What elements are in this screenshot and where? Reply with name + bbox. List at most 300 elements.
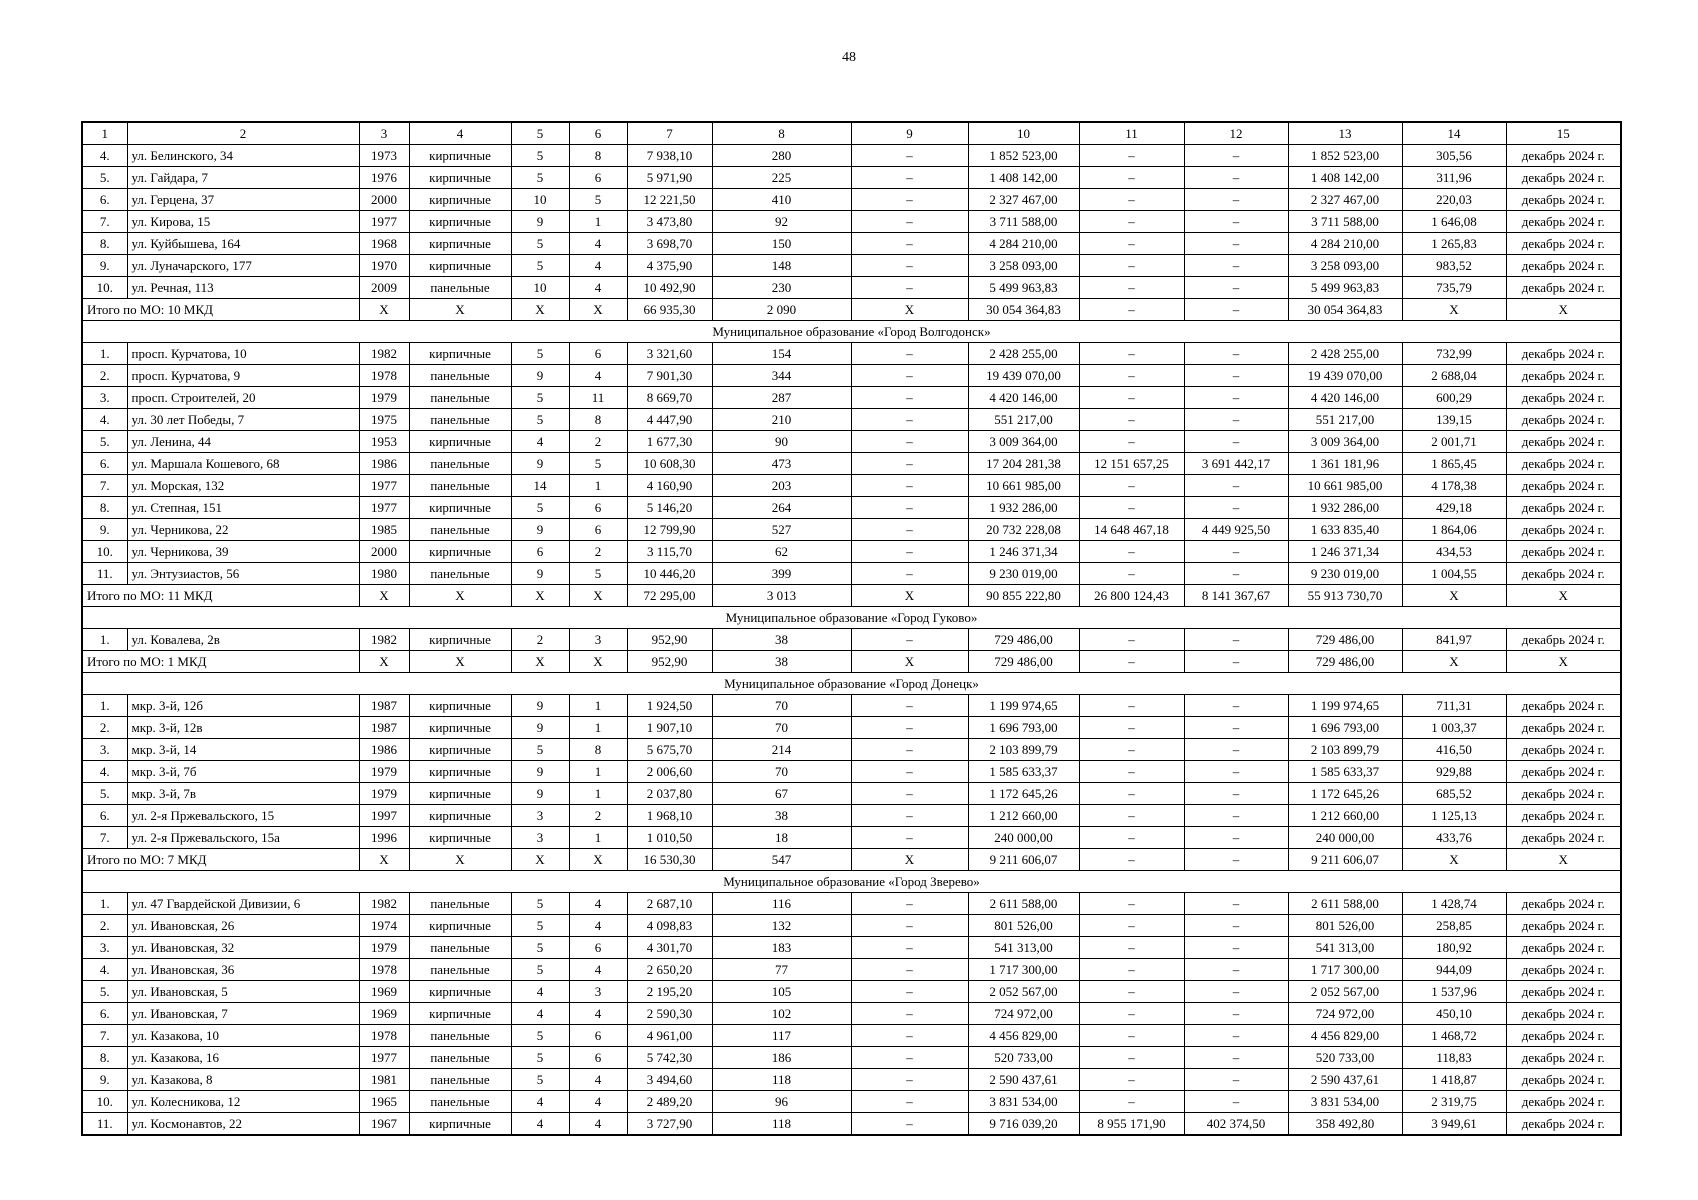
table-cell: 10 608,30: [627, 453, 712, 475]
table-cell: 2: [569, 805, 627, 827]
table-cell: 2009: [359, 277, 409, 299]
table-cell: 9: [511, 717, 569, 739]
total-cell: Х: [1506, 585, 1621, 607]
table-cell: –: [1184, 739, 1288, 761]
table-row: [82, 827, 1621, 849]
table-cell: кирпичные: [409, 827, 511, 849]
table-cell: –: [1079, 145, 1184, 167]
table-cell: 5: [569, 189, 627, 211]
table-row: [82, 475, 1621, 497]
table-cell: 4: [569, 365, 627, 387]
table-cell: 240 000,00: [1288, 827, 1402, 849]
table-cell: 77: [712, 959, 851, 981]
table-cell: 10 446,20: [627, 563, 712, 585]
table-cell: кирпичные: [409, 629, 511, 651]
table-cell: 4 284 210,00: [968, 233, 1079, 255]
total-cell: 16 530,30: [627, 849, 712, 871]
address-cell: ул. Колесникова, 12: [127, 1091, 359, 1113]
table-cell: 311,96: [1402, 167, 1506, 189]
table-cell: 433,76: [1402, 827, 1506, 849]
table-cell: 4 456 829,00: [968, 1025, 1079, 1047]
table-row: [82, 453, 1621, 475]
table-cell: 4: [569, 1069, 627, 1091]
table-cell: кирпичные: [409, 255, 511, 277]
table-cell: кирпичные: [409, 695, 511, 717]
table-cell: 70: [712, 717, 851, 739]
table-cell: 6: [569, 343, 627, 365]
table-cell: –: [1184, 695, 1288, 717]
table-cell: 5: [511, 387, 569, 409]
table-cell: декабрь 2024 г.: [1506, 915, 1621, 937]
table-cell: кирпичные: [409, 541, 511, 563]
table-cell: панельные: [409, 893, 511, 915]
table-cell: –: [1184, 981, 1288, 1003]
table-cell: –: [1184, 1025, 1288, 1047]
table-row: [82, 717, 1621, 739]
table-cell: –: [1184, 167, 1288, 189]
table-cell: декабрь 2024 г.: [1506, 365, 1621, 387]
table-cell: декабрь 2024 г.: [1506, 255, 1621, 277]
table-cell: 5 742,30: [627, 1047, 712, 1069]
table-cell: –: [1184, 387, 1288, 409]
table-cell: –: [1079, 409, 1184, 431]
row-number-cell: 6.: [82, 453, 127, 475]
table-cell: –: [1184, 959, 1288, 981]
row-number-cell: 4.: [82, 409, 127, 431]
table-cell: –: [1079, 915, 1184, 937]
table-row: [82, 431, 1621, 453]
table-cell: 1977: [359, 1047, 409, 1069]
table-cell: 4 456 829,00: [1288, 1025, 1402, 1047]
table-cell: 1 907,10: [627, 717, 712, 739]
total-cell: –: [1184, 849, 1288, 871]
row-number-cell: 4.: [82, 959, 127, 981]
table-cell: декабрь 2024 г.: [1506, 453, 1621, 475]
table-cell: 434,53: [1402, 541, 1506, 563]
table-cell: 1977: [359, 475, 409, 497]
table-cell: декабрь 2024 г.: [1506, 145, 1621, 167]
table-cell: декабрь 2024 г.: [1506, 805, 1621, 827]
table-cell: –: [851, 563, 968, 585]
address-cell: просп. Курчатова, 9: [127, 365, 359, 387]
table-cell: 11: [569, 387, 627, 409]
table-cell: 148: [712, 255, 851, 277]
table-cell: –: [1079, 805, 1184, 827]
table-cell: –: [1079, 563, 1184, 585]
table-row: [82, 805, 1621, 827]
table-cell: –: [851, 937, 968, 959]
total-cell: 55 913 730,70: [1288, 585, 1402, 607]
address-cell: ул. Луначарского, 177: [127, 255, 359, 277]
table-cell: 5: [511, 1025, 569, 1047]
table-cell: 4: [569, 893, 627, 915]
table-cell: 1981: [359, 1069, 409, 1091]
column-header: 2: [127, 122, 359, 145]
total-cell: 729 486,00: [1288, 651, 1402, 673]
table-cell: кирпичные: [409, 189, 511, 211]
table-cell: 258,85: [1402, 915, 1506, 937]
table-cell: 8 955 171,90: [1079, 1113, 1184, 1136]
table-cell: 4 961,00: [627, 1025, 712, 1047]
total-cell: 9 211 606,07: [968, 849, 1079, 871]
table-cell: 2 428 255,00: [968, 343, 1079, 365]
column-header: 14: [1402, 122, 1506, 145]
table-cell: –: [1079, 1025, 1184, 1047]
table-cell: –: [1079, 277, 1184, 299]
table-cell: 841,97: [1402, 629, 1506, 651]
table-cell: 14: [511, 475, 569, 497]
table-cell: 1 408 142,00: [968, 167, 1079, 189]
table-cell: –: [851, 1069, 968, 1091]
table-cell: –: [1079, 387, 1184, 409]
table-row: [82, 739, 1621, 761]
table-cell: 3 258 093,00: [968, 255, 1079, 277]
table-cell: декабрь 2024 г.: [1506, 629, 1621, 651]
table-cell: декабрь 2024 г.: [1506, 431, 1621, 453]
table-cell: 1980: [359, 563, 409, 585]
row-number-cell: 11.: [82, 563, 127, 585]
table-cell: 4 178,38: [1402, 475, 1506, 497]
table-cell: 5: [511, 915, 569, 937]
table-cell: –: [1184, 563, 1288, 585]
total-label: Итого по МО: 10 МКД: [82, 299, 359, 321]
table-cell: 220,03: [1402, 189, 1506, 211]
table-cell: декабрь 2024 г.: [1506, 387, 1621, 409]
table-cell: –: [1079, 761, 1184, 783]
total-cell: –: [1079, 849, 1184, 871]
table-cell: 4: [569, 277, 627, 299]
table-cell: 1 852 523,00: [1288, 145, 1402, 167]
total-cell: Х: [1402, 585, 1506, 607]
table-cell: 1975: [359, 409, 409, 431]
table-cell: декабрь 2024 г.: [1506, 695, 1621, 717]
table-cell: 2 688,04: [1402, 365, 1506, 387]
total-cell: Х: [1506, 651, 1621, 673]
row-number-cell: 9.: [82, 1069, 127, 1091]
table-cell: 3 115,70: [627, 541, 712, 563]
row-number-cell: 7.: [82, 211, 127, 233]
table-cell: 5: [569, 453, 627, 475]
table-cell: 1 246 371,34: [968, 541, 1079, 563]
column-header: 5: [511, 122, 569, 145]
table-cell: 520 733,00: [1288, 1047, 1402, 1069]
table-cell: панельные: [409, 937, 511, 959]
table-cell: панельные: [409, 563, 511, 585]
table-cell: 3 473,80: [627, 211, 712, 233]
table-cell: 1 199 974,65: [1288, 695, 1402, 717]
table-cell: –: [1184, 783, 1288, 805]
address-cell: ул. 2-я Пржевальского, 15: [127, 805, 359, 827]
table-cell: 4 301,70: [627, 937, 712, 959]
table-cell: 1 932 286,00: [968, 497, 1079, 519]
table-row: [82, 167, 1621, 189]
table-cell: 801 526,00: [968, 915, 1079, 937]
table-cell: декабрь 2024 г.: [1506, 409, 1621, 431]
table-cell: –: [1184, 497, 1288, 519]
table-cell: 1969: [359, 1003, 409, 1025]
table-cell: декабрь 2024 г.: [1506, 277, 1621, 299]
table-cell: 724 972,00: [1288, 1003, 1402, 1025]
table-cell: 4 098,83: [627, 915, 712, 937]
address-cell: ул. Казакова, 8: [127, 1069, 359, 1091]
table-row: [82, 1025, 1621, 1047]
table-row: [82, 233, 1621, 255]
table-cell: 944,09: [1402, 959, 1506, 981]
table-cell: 9: [511, 453, 569, 475]
table-cell: 118: [712, 1113, 851, 1136]
table-cell: 2000: [359, 189, 409, 211]
table-cell: –: [851, 343, 968, 365]
table-cell: 1953: [359, 431, 409, 453]
table-cell: 9: [511, 761, 569, 783]
table-cell: декабрь 2024 г.: [1506, 475, 1621, 497]
table-cell: 5: [511, 739, 569, 761]
table-cell: 4 160,90: [627, 475, 712, 497]
table-cell: 154: [712, 343, 851, 365]
address-cell: мкр. 3-й, 12б: [127, 695, 359, 717]
row-number-cell: 1.: [82, 343, 127, 365]
total-cell: 26 800 124,43: [1079, 585, 1184, 607]
table-cell: 4: [569, 255, 627, 277]
table-cell: 118: [712, 1069, 851, 1091]
address-cell: ул. Кирова, 15: [127, 211, 359, 233]
table-cell: 6: [569, 519, 627, 541]
table-cell: –: [1079, 1069, 1184, 1091]
total-cell: Х: [409, 299, 511, 321]
table-cell: 1 717 300,00: [968, 959, 1079, 981]
table-cell: 9: [511, 211, 569, 233]
table-cell: панельные: [409, 959, 511, 981]
table-cell: 1973: [359, 145, 409, 167]
table-cell: 132: [712, 915, 851, 937]
total-cell: Х: [1402, 651, 1506, 673]
table-cell: –: [1184, 475, 1288, 497]
page-number: 48: [842, 50, 856, 65]
table-cell: –: [851, 409, 968, 431]
table-cell: 117: [712, 1025, 851, 1047]
table-row: [82, 761, 1621, 783]
table-cell: 729 486,00: [1288, 629, 1402, 651]
table-cell: 2 052 567,00: [1288, 981, 1402, 1003]
row-number-cell: 10.: [82, 541, 127, 563]
table-cell: 551 217,00: [1288, 409, 1402, 431]
table-cell: 3 711 588,00: [1288, 211, 1402, 233]
table-cell: 4: [569, 1091, 627, 1113]
table-cell: декабрь 2024 г.: [1506, 211, 1621, 233]
table-cell: 2 006,60: [627, 761, 712, 783]
row-number-cell: 3.: [82, 739, 127, 761]
table-cell: 2 590,30: [627, 1003, 712, 1025]
total-cell: 90 855 222,80: [968, 585, 1079, 607]
table-cell: 735,79: [1402, 277, 1506, 299]
table-cell: 90: [712, 431, 851, 453]
table-cell: –: [851, 629, 968, 651]
table-cell: –: [1184, 211, 1288, 233]
table-cell: 3: [511, 805, 569, 827]
table-cell: –: [1184, 1003, 1288, 1025]
row-number-cell: 8.: [82, 497, 127, 519]
table-cell: 5: [511, 233, 569, 255]
table-cell: 5 146,20: [627, 497, 712, 519]
table-cell: 5 499 963,83: [968, 277, 1079, 299]
total-cell: Х: [1506, 299, 1621, 321]
table-cell: 3 831 534,00: [968, 1091, 1079, 1113]
table-cell: 541 313,00: [1288, 937, 1402, 959]
table-cell: –: [1184, 805, 1288, 827]
table-cell: 4: [511, 431, 569, 453]
column-header: 9: [851, 122, 968, 145]
table-cell: 70: [712, 695, 851, 717]
table-cell: 4 420 146,00: [968, 387, 1079, 409]
table-cell: 1 003,37: [1402, 717, 1506, 739]
table-cell: 1 418,87: [1402, 1069, 1506, 1091]
table-cell: –: [851, 233, 968, 255]
total-cell: Х: [569, 849, 627, 871]
table-cell: 2 611 588,00: [1288, 893, 1402, 915]
table-cell: 2 052 567,00: [968, 981, 1079, 1003]
table-cell: 240 000,00: [968, 827, 1079, 849]
table-row: [82, 145, 1621, 167]
total-row: [82, 585, 1621, 607]
table-cell: 2 103 899,79: [1288, 739, 1402, 761]
total-cell: Х: [359, 651, 409, 673]
table-cell: 1 696 793,00: [1288, 717, 1402, 739]
table-cell: 70: [712, 761, 851, 783]
table-cell: –: [851, 387, 968, 409]
table-cell: –: [1079, 783, 1184, 805]
total-cell: 8 141 367,67: [1184, 585, 1288, 607]
table-cell: 551 217,00: [968, 409, 1079, 431]
table-cell: 5: [511, 167, 569, 189]
address-cell: ул. 30 лет Победы, 7: [127, 409, 359, 431]
table-cell: 10 661 985,00: [1288, 475, 1402, 497]
table-cell: 5: [511, 409, 569, 431]
table-cell: –: [1079, 1047, 1184, 1069]
total-cell: 9 211 606,07: [1288, 849, 1402, 871]
table-cell: 3 727,90: [627, 1113, 712, 1136]
table-cell: –: [851, 827, 968, 849]
table-cell: 2 319,75: [1402, 1091, 1506, 1113]
total-cell: 66 935,30: [627, 299, 712, 321]
table-cell: 1 004,55: [1402, 563, 1506, 585]
table-cell: 5: [511, 255, 569, 277]
table-cell: –: [851, 783, 968, 805]
table-cell: 17 204 281,38: [968, 453, 1079, 475]
table-cell: 10 661 985,00: [968, 475, 1079, 497]
table-cell: 14 648 467,18: [1079, 519, 1184, 541]
table-cell: 96: [712, 1091, 851, 1113]
table-row: [82, 783, 1621, 805]
table-cell: –: [851, 1047, 968, 1069]
table-cell: 1982: [359, 893, 409, 915]
address-cell: ул. Ивановская, 36: [127, 959, 359, 981]
table-row: [82, 1047, 1621, 1069]
total-cell: Х: [511, 849, 569, 871]
total-cell: Х: [569, 585, 627, 607]
table-cell: 527: [712, 519, 851, 541]
table-row: [82, 695, 1621, 717]
table-cell: 3 831 534,00: [1288, 1091, 1402, 1113]
table-cell: –: [851, 519, 968, 541]
total-cell: Х: [409, 651, 511, 673]
total-cell: Х: [511, 299, 569, 321]
table-cell: 1967: [359, 1113, 409, 1136]
row-number-cell: 8.: [82, 1047, 127, 1069]
table-cell: –: [851, 255, 968, 277]
table-cell: 1979: [359, 387, 409, 409]
table-cell: 287: [712, 387, 851, 409]
table-cell: 4 447,90: [627, 409, 712, 431]
table-cell: 4 375,90: [627, 255, 712, 277]
total-cell: Х: [569, 651, 627, 673]
table-cell: 102: [712, 1003, 851, 1025]
table-cell: 410: [712, 189, 851, 211]
table-cell: 929,88: [1402, 761, 1506, 783]
column-header: 6: [569, 122, 627, 145]
table-cell: –: [1184, 277, 1288, 299]
address-cell: ул. 2-я Пржевальского, 15а: [127, 827, 359, 849]
table-cell: кирпичные: [409, 145, 511, 167]
table-cell: 186: [712, 1047, 851, 1069]
table-cell: –: [1079, 431, 1184, 453]
total-cell: 30 054 364,83: [1288, 299, 1402, 321]
table-cell: –: [1184, 1069, 1288, 1091]
column-header: 4: [409, 122, 511, 145]
table-cell: 1974: [359, 915, 409, 937]
table-cell: декабрь 2024 г.: [1506, 717, 1621, 739]
table-cell: 203: [712, 475, 851, 497]
table-row: [82, 255, 1621, 277]
table-cell: 1982: [359, 629, 409, 651]
total-cell: 72 295,00: [627, 585, 712, 607]
table-cell: 402 374,50: [1184, 1113, 1288, 1136]
table-row: [82, 959, 1621, 981]
table-cell: 5: [569, 563, 627, 585]
total-cell: Х: [409, 585, 511, 607]
row-number-cell: 1.: [82, 629, 127, 651]
table-cell: 1987: [359, 695, 409, 717]
table-cell: 3: [511, 827, 569, 849]
total-cell: 3 013: [712, 585, 851, 607]
table-cell: 92: [712, 211, 851, 233]
row-number-cell: 11.: [82, 1113, 127, 1136]
table-cell: 1 212 660,00: [968, 805, 1079, 827]
address-cell: ул. Маршала Кошевого, 68: [127, 453, 359, 475]
table-cell: декабрь 2024 г.: [1506, 783, 1621, 805]
table-row: [82, 937, 1621, 959]
table-cell: 5: [511, 343, 569, 365]
table-cell: 1977: [359, 211, 409, 233]
table-cell: 1979: [359, 937, 409, 959]
municipality-title: Муниципальное образование «Город Донецк»: [82, 673, 1621, 695]
table-cell: –: [1184, 409, 1288, 431]
table-cell: 801 526,00: [1288, 915, 1402, 937]
table-cell: –: [851, 761, 968, 783]
table-cell: 3: [569, 981, 627, 1003]
table-cell: –: [851, 981, 968, 1003]
table-header-row: [82, 122, 1621, 145]
table-cell: 1: [569, 827, 627, 849]
table-cell: панельные: [409, 453, 511, 475]
table-cell: –: [851, 365, 968, 387]
table-cell: 139,15: [1402, 409, 1506, 431]
total-label: Итого по МО: 7 МКД: [82, 849, 359, 871]
table-cell: 38: [712, 629, 851, 651]
table-cell: 1 428,74: [1402, 893, 1506, 915]
table-cell: кирпичные: [409, 167, 511, 189]
address-cell: ул. Энтузиастов, 56: [127, 563, 359, 585]
table-cell: –: [1079, 695, 1184, 717]
